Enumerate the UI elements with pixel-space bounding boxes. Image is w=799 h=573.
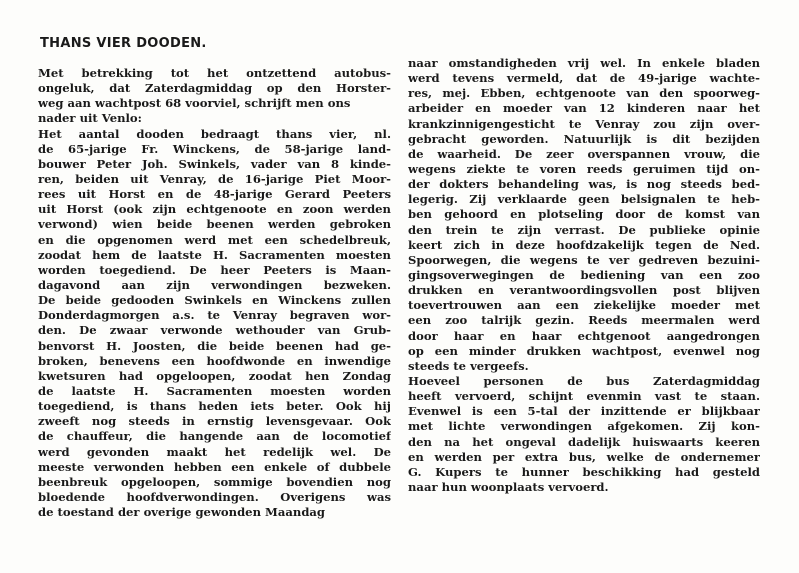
text-line: en werden per extra bus, welke de ondernemer: [408, 449, 760, 464]
text-line: verwond) wien beide beenen werden gebroken: [38, 217, 391, 232]
text-line: kwetsuren had opgeloopen, zoodat hen Zondag: [38, 368, 391, 383]
text-line: naar omstandigheden vrij wel. In enkele bladen: [408, 56, 760, 70]
text-line: de toestand der overige gewonden Maandag: [38, 505, 326, 520]
text-line: toevertrouwen aan een ziekelijke moeder met: [408, 298, 760, 313]
text-line: en die opgenomen werd met een schedelbreuk,: [38, 232, 391, 247]
text-line: heeft vervoerd, schijnt evenmin vast te staan.: [408, 389, 760, 404]
text-line: de waarheid. De zeer overspannen vrouw, die: [408, 146, 760, 161]
text-line: drukken en verantwoordingsvollen post blijven: [408, 283, 760, 298]
text-line: G. Kupers te hunner beschikking had gesteld: [408, 464, 760, 479]
text-line: meeste verwonden hebben een enkele of dubbele: [38, 459, 391, 474]
text-line: steeds te vergeefs.: [408, 358, 529, 373]
text-line: der dokters behandeling was, is nog steeds bed-: [408, 177, 760, 192]
text-line: naar hun woonplaats vervoerd.: [408, 479, 609, 494]
text-line: de chauffeur, die hangende aan de locomotief: [38, 429, 391, 444]
text-line: broken, benevens een hoofdwonde en inwendige: [38, 353, 391, 368]
text-line: beenbreuk opgeloopen, sommige bovendien nog: [38, 474, 391, 489]
text-line: de 65-jarige Fr. Winckens, de 58-jarige land-: [38, 141, 391, 156]
text-line: bouwer Peter Joh. Swinkels, vader van 8 kinde-: [38, 156, 391, 171]
text-line: den trein te zijn verrast. De publieke opinie: [408, 222, 760, 237]
text-line: met lichte verwondingen afgekomen. Zij kon-: [408, 419, 760, 434]
text-line: nader uit Venlo:: [38, 111, 142, 126]
text-line: ongeluk, dat Zaterdagmiddag op den Horster-: [38, 81, 391, 96]
left-column: [38, 66, 391, 520]
text-line: legerig. Zij verklaarde geen belsignalen te heb-: [408, 192, 760, 207]
text-line: Het aantal dooden bedraagt thans vier, nl.: [38, 126, 391, 141]
text-line: zoodat hem de laatste H. Sacramenten moesten: [38, 247, 391, 262]
text-line: Hoeveel personen de bus Zaterdagmiddag: [408, 373, 760, 388]
text-line: benvorst H. Joosten, die beide beenen had ge-: [38, 338, 391, 353]
headline: THANS VIER DOODEN.: [40, 36, 207, 51]
text-line: ren, beiden uit Venray, de 16-jarige Piet Moor-: [38, 171, 391, 186]
text-line: Evenwel is een 5-tal der inzittende er blijkbaar: [408, 404, 760, 419]
text-line: werd tevens vermeld, dat de 49-jarige wachte-: [408, 71, 760, 86]
text-line: uit Horst (ook zijn echtgenoote en zoon werden: [38, 202, 391, 217]
text-line: door haar en haar echtgenoot aangedrongen: [408, 328, 760, 343]
text-line: arbeider en moeder van 12 kinderen naar het: [408, 101, 760, 116]
text-line: een zoo talrijk gezin. Reeds meermalen werd: [408, 313, 760, 328]
text-line: op een minder drukken wachtpost, evenwel nog: [408, 343, 760, 358]
text-line: Donderdagmorgen a.s. te Venray begraven wor-: [38, 308, 391, 323]
text-line: rees uit Horst en de 48-jarige Gerard Peeters: [38, 187, 391, 202]
text-line: ben gehoord en plotseling door de komst van: [408, 207, 760, 222]
text-line: De beide gedooden Swinkels en Winckens zullen: [38, 293, 391, 308]
text-line: de laatste H. Sacramenten moesten worden: [38, 383, 391, 398]
text-line: toegediend, is thans heden iets beter. Ook hij: [38, 399, 391, 414]
text-line: dagavond aan zijn verwondingen bezweken.: [38, 277, 391, 292]
text-line: gingsoverwegingen de bediening van een zoo: [408, 267, 760, 282]
text-line: krankzinnigengesticht te Venray zou zijn over-: [408, 116, 760, 131]
text-line: weg aan wachtpost 68 voorviel, schrijft men ons: [38, 96, 351, 111]
right-column: [408, 56, 760, 495]
text-line: den. De zwaar verwonde wethouder van Grub-: [38, 323, 391, 338]
text-line: worden toegediend. De heer Peeters is Maan-: [38, 262, 391, 277]
text-line: res, mej. Ebben, echtgenoote van den spoorweg-: [408, 86, 760, 101]
text-line: bloedende hoofdverwondingen. Overigens was: [38, 489, 391, 504]
text-line: den na het ongeval dadelijk huiswaarts keeren: [408, 434, 760, 449]
text-line: gebracht geworden. Natuurlijk is dit bezijden: [408, 131, 760, 146]
text-line: wegens ziekte te voren reeds geruimen tijd on-: [408, 161, 760, 176]
text-line: Met betrekking tot het ontzettend autobus-: [38, 66, 391, 80]
text-line: keert zich in deze hoofdzakelijk tegen de Ned.: [408, 237, 760, 252]
text-line: Spoorwegen, die wegens te ver gedreven bezuini-: [408, 252, 760, 267]
text-line: werd gevonden maakt het redelijk wel. De: [38, 444, 391, 459]
text-line: zweeft nog steeds in ernstig levensgevaar. Ook: [38, 414, 391, 429]
